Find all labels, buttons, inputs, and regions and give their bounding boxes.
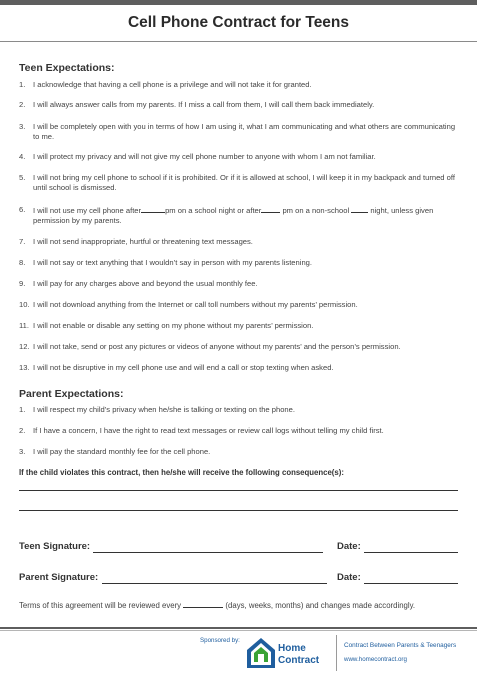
logo-text-contract: Contract xyxy=(278,655,320,666)
logo-text-home: Home xyxy=(278,643,306,654)
parent-date-label: Date: xyxy=(337,572,361,583)
item-number: 3. xyxy=(19,447,26,456)
teen-signature-label: Teen Signature: xyxy=(19,541,91,552)
item-number: 5. xyxy=(19,173,26,182)
teen-item-6 xyxy=(19,205,459,226)
sponsored-by-label: Sponsored by: xyxy=(200,637,240,644)
parent-item-3 xyxy=(19,447,459,457)
footer-tagline: Contract Between Parents & Teenagers xyxy=(344,642,457,649)
item-text: I will not download anything from the Internet or call toll numbers without my parents’ permission. xyxy=(33,300,358,309)
item-text: I will not bring my cell phone to school if it is prohibited. Or if it is allowed at school, I will keep it in my backpack and turned off until school is dismissed. xyxy=(33,173,455,192)
item-6-text-c: pm on a non-school xyxy=(282,206,350,215)
item-text: I will not enable or disable any setting on my phone without my parents’ permission. xyxy=(33,321,314,330)
consequence-line-1[interactable] xyxy=(19,490,458,491)
item-text: I will pay the standard monthly fee for the cell phone. xyxy=(33,447,211,456)
teen-item-5 xyxy=(19,173,459,193)
item-text: I will not send inappropriate, hurtful or threatening text messages. xyxy=(33,237,253,246)
document-title: Cell Phone Contract for Teens xyxy=(127,14,350,31)
teen-item-9 xyxy=(19,279,459,289)
review-period-blank[interactable] xyxy=(183,600,223,608)
item-text: I will pay for any charges above and beyond the usual monthly fee. xyxy=(33,279,258,288)
item-text xyxy=(33,205,459,226)
item-6-text-a: I will not use my cell phone after xyxy=(33,206,142,215)
parent-signature-label: Parent Signature: xyxy=(19,572,99,583)
footer-website-link[interactable]: www.homecontract.org xyxy=(344,656,407,663)
item-number: 1. xyxy=(19,405,26,414)
footer-rule xyxy=(0,627,477,629)
item-number: 2. xyxy=(19,426,26,435)
teen-signature-line[interactable] xyxy=(93,552,323,553)
item-text: I will not say or text anything that I wouldn’t say in person with my parents listening. xyxy=(33,258,312,267)
teen-item-8 xyxy=(19,258,459,268)
consequence-line-2[interactable] xyxy=(19,510,458,511)
teen-expectations-heading: Teen Expectations: xyxy=(19,62,115,74)
parent-item-2 xyxy=(19,426,459,436)
teen-item-11 xyxy=(19,321,459,331)
item-text: I will protect my privacy and will not give my cell phone number to anyone with whom I am not familiar. xyxy=(33,152,376,161)
hour-blank-non-school-night[interactable] xyxy=(261,205,280,213)
item-number: 7. xyxy=(19,237,26,246)
footer-rule-light xyxy=(0,630,477,631)
item-number: 11. xyxy=(19,321,29,330)
teen-item-3 xyxy=(19,122,459,142)
teen-item-1 xyxy=(19,80,459,90)
item-text: I will respect my child’s privacy when he/she is talking or texting on the phone. xyxy=(33,405,295,414)
item-text: I acknowledge that having a cell phone is a privilege and will not take it for granted. xyxy=(33,80,312,89)
item-number: 2. xyxy=(19,100,26,109)
item-number: 8. xyxy=(19,258,26,267)
teen-item-13 xyxy=(19,363,459,373)
parent-date-line[interactable] xyxy=(364,583,458,584)
teen-date-line[interactable] xyxy=(364,552,458,553)
review-text-before: Terms of this agreement will be reviewed every xyxy=(19,601,182,610)
item-text: I will be completely open with you in terms of how I am using it, what I am communicating and what others are communicating to me. xyxy=(33,122,456,141)
footer-separator xyxy=(336,635,337,671)
item-number: 12. xyxy=(19,342,30,351)
item-number: 10. xyxy=(19,300,30,309)
item-text: I will not take, send or post any pictures or videos of anyone without my parents’ and the person’s permission. xyxy=(33,342,401,351)
parent-expectations-heading: Parent Expectations: xyxy=(19,388,124,400)
hour-blank-school-night[interactable] xyxy=(141,205,165,213)
night-blank[interactable] xyxy=(351,205,368,213)
home-contract-logo-icon xyxy=(246,637,276,669)
item-number: 9. xyxy=(19,279,26,288)
teen-item-12 xyxy=(19,342,459,352)
parent-item-1 xyxy=(19,405,459,415)
teen-item-4 xyxy=(19,152,459,162)
teen-item-10 xyxy=(19,300,459,310)
title-divider xyxy=(0,41,477,42)
review-terms xyxy=(19,600,415,610)
top-border-bar xyxy=(0,0,477,5)
item-text: If I have a concern, I have the right to read text messages or review call logs without telling my child first. xyxy=(33,426,384,435)
item-number: 6. xyxy=(19,205,26,214)
item-number: 1. xyxy=(19,80,26,89)
teen-item-2 xyxy=(19,100,459,110)
parent-signature-line[interactable] xyxy=(102,583,327,584)
item-number: 13. xyxy=(19,363,30,372)
item-number: 4. xyxy=(19,152,26,161)
item-text: I will always answer calls from my parents. If I miss a call from them, I will call them back immediately. xyxy=(33,100,375,109)
consequence-label: If the child violates this contract, then he/she will receive the following consequence(s): xyxy=(19,468,344,477)
item-6-text-b: pm on a school night or after xyxy=(165,206,262,215)
item-number: 3. xyxy=(19,122,26,131)
teen-date-label: Date: xyxy=(337,541,361,552)
item-6-text-d: night, unless given permission by my parents. xyxy=(33,206,434,225)
item-text: I will not be disruptive in my cell phone use and will end a call or stop texting when asked. xyxy=(33,363,334,372)
review-text-after: (days, weeks, months) and changes made accordingly. xyxy=(225,601,416,610)
teen-item-7 xyxy=(19,237,459,247)
